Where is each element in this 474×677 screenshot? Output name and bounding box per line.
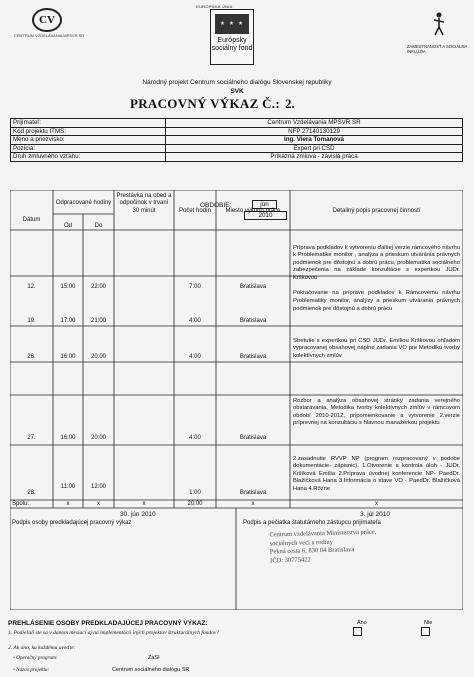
info-row bbox=[11, 153, 463, 162]
info-row bbox=[11, 119, 463, 128]
project-line: Národný projekt Centrum sociálneho dialógu Slovenskej republiky bbox=[142, 79, 332, 86]
row-count: 4:00 bbox=[189, 435, 201, 441]
report-number: 2. bbox=[285, 96, 295, 111]
question-2: 2. Ak áno, ku každému uveďte: bbox=[8, 645, 76, 651]
row-to: 20:00 bbox=[90, 354, 106, 360]
info-label: Pozícia: bbox=[11, 144, 166, 153]
row-date: 28. bbox=[27, 490, 36, 496]
left-date: 30. jún 2010 bbox=[120, 511, 156, 518]
row-from: 16:00 bbox=[60, 354, 76, 360]
row-place: Bratislava bbox=[239, 490, 267, 496]
col-count: Počet hodín bbox=[178, 208, 212, 214]
row-place: Bratislava bbox=[239, 435, 267, 441]
row-count: 4:00 bbox=[189, 318, 201, 324]
yes-checkbox[interactable] bbox=[353, 627, 362, 636]
row-desc: Rozbor a analýza obsahovej stránky zadania verejného obstarávania, Metodika tvorby kolektívnych zmlúv v rámcovom období 2010-2012, pripomienkovanie a vytvorenie 2.verzie príprevnej na konzultáciu s hlavnou manažérkou projektu bbox=[293, 398, 460, 427]
totals-to: x bbox=[97, 501, 100, 507]
row-to: 22:00 bbox=[90, 284, 106, 290]
row-date: 27. bbox=[27, 435, 36, 441]
program-value: ZaSI bbox=[148, 655, 160, 661]
totals-label: Spolu: bbox=[12, 501, 30, 507]
project-code: SVK bbox=[230, 88, 244, 95]
program-label: • Operačný program: bbox=[13, 655, 58, 661]
row-place: Bratislava bbox=[239, 354, 267, 360]
right-date: 3. júl 2010 bbox=[360, 511, 390, 518]
no-label: Nie bbox=[424, 620, 433, 626]
row-from: 15:00 bbox=[60, 284, 76, 290]
row-to: 12:00 bbox=[90, 484, 106, 490]
declaration-title: PREHLÁSENIE OSOBY PREDKLADAJÚCEJ PRACOVNÝ VÝKAZ: bbox=[8, 620, 208, 627]
info-value: Centrum Vzdelávania MPSVR SR bbox=[166, 119, 463, 128]
row-from: 11:00 bbox=[60, 484, 76, 490]
row-count: 4:00 bbox=[189, 354, 201, 360]
row-desc: 2.zasadnutie RVVP NP (program rozpracovaný v podobe dokumentácie- zápisnic). 1.Otvorenie a kontrola úloh - JUDr. Kršíková Emília 2.Príprava úvodnej konferencie NP- PaedDr. Blažičková Hana 3.Informácia o stave VO - PaedDr. Blažičková Hana 4.Rôzne bbox=[293, 456, 460, 492]
info-table bbox=[10, 118, 463, 162]
yes-label: Áno bbox=[357, 620, 367, 626]
row-place: Bratislava bbox=[239, 284, 267, 290]
project-label: • Názov projektu: bbox=[13, 667, 50, 673]
esf-logo bbox=[210, 9, 254, 65]
row-from: 17:00 bbox=[60, 318, 76, 324]
col-date: Dátum bbox=[22, 217, 41, 223]
info-value: Ing. Viera Tomanová bbox=[166, 136, 463, 145]
cv-logo-text: CENTRUM VZDELÁVANIA MPSVR SR bbox=[14, 33, 85, 38]
stamp-line: Centrum vzdelávania Ministerstva práce, bbox=[269, 528, 377, 539]
eu-top-text: EURÓPSKA ÚNIA bbox=[196, 4, 233, 9]
info-value: NFP 27140130129 bbox=[166, 127, 463, 136]
col-desc: Detailný popis pracovnej činností bbox=[332, 208, 421, 214]
stamp-line: IČO: 30775422 bbox=[270, 555, 311, 564]
page-title: PRACOVNÝ VÝKAZ Č.: bbox=[130, 96, 280, 111]
col-to: Do bbox=[94, 223, 103, 229]
row-desc: Príprava podkladov k vytvoreniu ďalšej verzie rámcového návrhu k Problematike monitor , analýza a prieskum utváránia právnych podmienok pre dôstojnú a dobrú prácu, problematika sociálneho zabezpečenia na základe konzultácie s expertkou JUDr. Krškovou bbox=[293, 245, 460, 281]
totals-place: x bbox=[251, 501, 255, 507]
col-break: Prestávka na obed a odpočinok v trvaní 30 minút bbox=[116, 193, 172, 214]
totals-from: x bbox=[66, 501, 70, 507]
eu-flag-icon: ★ ★ ★ bbox=[215, 14, 249, 34]
info-row bbox=[11, 127, 463, 136]
totals-break: x bbox=[142, 501, 146, 507]
row-desc: Stretutie s expertkou pri CSD JUDr. Emíliou Krškovou ohľadom vypracovanej obsahovej náplne zadania VO pre Metodiku tvorby kolektívnych zmlúv bbox=[293, 338, 460, 359]
zamestnanost-logo-text: ZAMESTNANOSŤ A SOCIÁLNA INKLÚZIA bbox=[407, 44, 468, 54]
row-desc: Pokračovanie na príprave podkladov k Rámcovému návrhu Problematiky monitor, analýzy a prieskum utvárania právnych podmienok pre dôstojnú a dobrú prácu bbox=[293, 290, 460, 313]
totals-count: 20:00 bbox=[187, 501, 203, 507]
info-label: Meno a priezvisko: bbox=[11, 136, 166, 145]
row-from: 16:00 bbox=[60, 435, 76, 441]
row-place: Bratislava bbox=[239, 318, 267, 324]
row-date: 19. bbox=[27, 318, 36, 324]
period-month: jún bbox=[252, 200, 277, 209]
person-icon bbox=[432, 12, 446, 36]
cv-logo: CV bbox=[32, 8, 62, 32]
info-value: Expert pri CSD bbox=[166, 144, 463, 153]
no-checkbox[interactable] bbox=[421, 627, 430, 636]
info-label: Prijímateľ: bbox=[11, 119, 166, 128]
info-row bbox=[11, 136, 463, 145]
question-1: 1. Podieľali ste sa v danom mesiaci aj na implementácii iných projektov štrukturálnych fondov? bbox=[8, 630, 220, 636]
row-count: 1:00 bbox=[189, 490, 201, 496]
info-label: Kód projektu ITMS: bbox=[11, 127, 166, 136]
info-label: Druh zmluvného vzťahu: bbox=[11, 153, 166, 162]
stamp-line: Pekná cesta 6, 830 04 Bratislava bbox=[269, 546, 355, 556]
project-value: Centrum sociálneho dialógu SR bbox=[112, 667, 190, 673]
period-year: 2010 bbox=[244, 211, 287, 220]
right-signature-label: Podpis a pečiatka štatutárneho zástupcu prijímateľa bbox=[243, 520, 381, 526]
esf-logo-text: Európsky sociálny fond bbox=[211, 37, 253, 52]
col-place: Miesto výkonu práce bbox=[225, 208, 281, 214]
left-signature-label: Podpis osoby predkladajúcej pracovný výkaz bbox=[12, 520, 132, 526]
col-hours: Odpracované hodiny bbox=[55, 200, 112, 206]
row-date: 12. bbox=[27, 284, 36, 290]
row-date: 26. bbox=[27, 354, 36, 360]
official-stamp bbox=[269, 529, 380, 584]
info-row bbox=[11, 144, 463, 153]
totals-desc: x bbox=[375, 501, 378, 507]
period-label: OBDOBIE: bbox=[200, 202, 232, 209]
row-to: 21:00 bbox=[90, 318, 106, 324]
stamp-line: sociálnych vecí a rodiny bbox=[269, 538, 334, 547]
col-from: Od bbox=[63, 223, 72, 229]
info-value: Príkazná zmluva - závislá práca bbox=[166, 153, 463, 162]
row-to: 20:00 bbox=[90, 435, 106, 441]
row-count: 7:00 bbox=[189, 284, 201, 290]
